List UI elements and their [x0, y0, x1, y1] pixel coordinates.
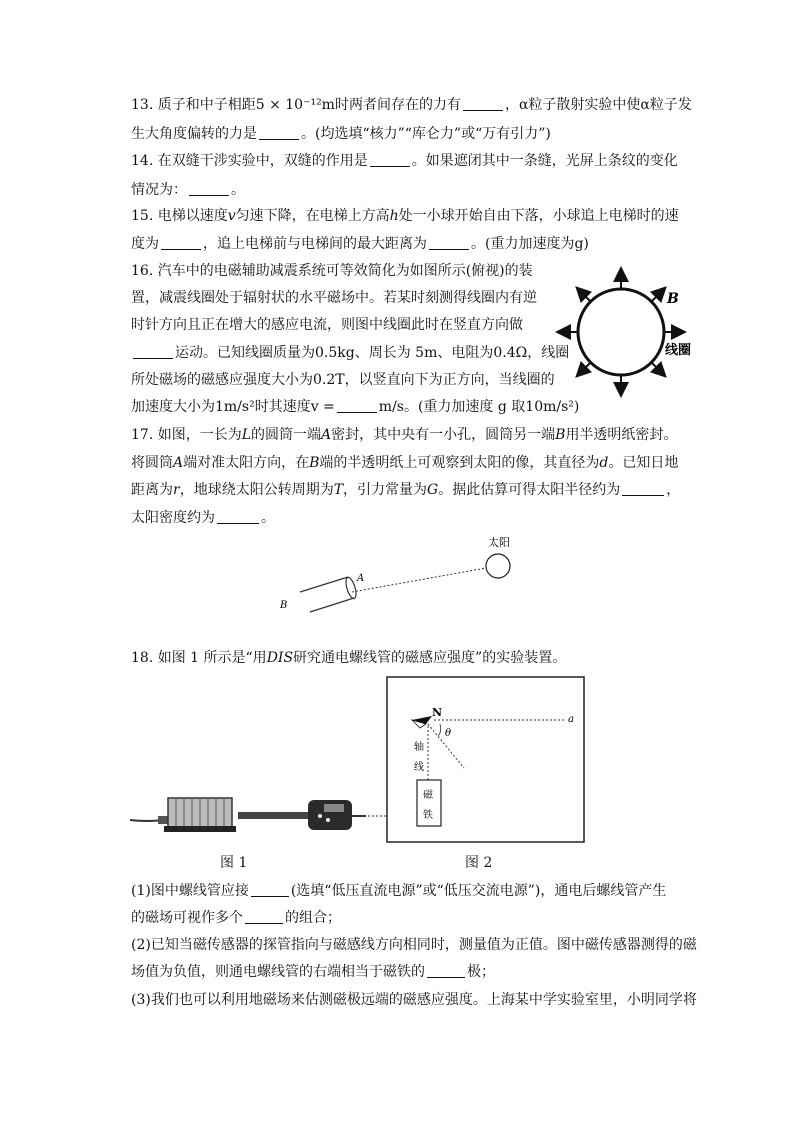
fig2-magnet-label-1: 磁 — [423, 790, 433, 801]
q18-p1-line-2 — [131, 909, 341, 927]
q18-p3-line-1: (3)我们也可以利用地磁场来估测磁极远端的磁感应强度。上海某中学实验室里，小明同学将 — [131, 992, 697, 1008]
light-ray — [352, 568, 486, 592]
q17-line-3 — [131, 481, 680, 499]
q15-text: 15. 电梯以速度 — [131, 208, 228, 224]
fig2-caption: 图 2 — [465, 855, 493, 871]
q18-text: 18. 如图 1 所示是“用 — [131, 650, 267, 666]
q17-text: 17. 如图，一长为 — [131, 427, 242, 443]
fig2-theta-label: θ — [445, 728, 452, 739]
q18-text: 极； — [467, 964, 495, 980]
q16-line-6 — [131, 398, 579, 416]
q18-text: (1)图中螺线管应接 — [131, 883, 249, 899]
q13-blank-1[interactable] — [463, 96, 503, 111]
q17-var: B — [555, 427, 566, 443]
q15-var-v: v — [227, 208, 236, 224]
q13-text: ，α粒子散射实验中使α粒子发 — [504, 97, 692, 113]
fig1-caption: 图 1 — [220, 855, 248, 871]
q14-line-1 — [131, 152, 678, 170]
q18-text: 的磁场可视作多个 — [131, 910, 243, 926]
fig2-axis-label-1: 轴 — [414, 742, 424, 753]
q17-var: B — [309, 455, 320, 471]
q14-text: 情况为： — [131, 182, 187, 198]
q16-text: m/s。(重力加速度 g 取10m/s²) — [378, 399, 580, 415]
q17-var: A — [173, 455, 184, 471]
q15-line-2 — [131, 235, 589, 253]
sensor-probe — [238, 812, 308, 819]
fig17-a-label: A — [357, 573, 365, 584]
q13-text: 生大角度偏转的力是 — [131, 126, 257, 142]
q16-line-3: 时针方向且正在增大的感应电流，则图中线圈此时在竖直方向做 — [131, 317, 523, 333]
q13-line-1 — [131, 96, 692, 114]
q17-text: 。已知日地 — [608, 455, 679, 471]
q16-blank-1[interactable] — [133, 344, 173, 359]
q14-blank-2[interactable] — [189, 181, 229, 196]
q17-text: ，地球绕太阳公转周期为 — [179, 482, 334, 498]
q13-text: 13. 质子和中子相距 — [131, 97, 256, 113]
q18-text: 研究通电螺线管的磁感应强度”的实验装置。 — [293, 650, 567, 666]
q14-text: 。 — [231, 182, 245, 198]
q17-var: A — [321, 427, 332, 443]
q18-figure-2 — [386, 676, 586, 844]
q17-text: 用半透明纸密封。 — [565, 427, 678, 443]
fig2-axis-label-2: 线 — [414, 762, 424, 773]
q17-text: 太阳密度约为 — [131, 510, 215, 526]
q17-line-2 — [131, 454, 678, 472]
q16-text: 加速度大小为1m/s²时其速度v = — [131, 399, 335, 415]
q16-blank-2[interactable] — [337, 398, 377, 413]
q13-text: 时两者间存在的力有 — [334, 97, 461, 113]
q17-text: 端的半透明纸上可观察到太阳的像，其直径为 — [319, 455, 600, 471]
tube-end-a — [344, 576, 358, 599]
q17-line-4 — [131, 509, 275, 527]
q17-var: G — [427, 482, 439, 498]
q17-var: r — [173, 482, 180, 498]
q16-line-1: 16. 汽车中的电磁辅助减震系统可等效简化为如图所示(俯视)的装 — [131, 263, 533, 279]
q13-blank-2[interactable] — [259, 125, 299, 140]
q18-p2-line-2 — [131, 963, 495, 981]
q15-text: 匀速下降，在电梯上方高 — [235, 208, 390, 224]
q17-var: d — [599, 455, 609, 471]
fig17-b-label: B — [280, 600, 288, 611]
q15-text: 处一小球开始自由下落，小球追上电梯时的速 — [398, 208, 679, 224]
q17-text: ， — [666, 482, 681, 498]
q16-line-2: 置，减震线圈处于辐射状的水平磁场中。若某时刻测得线圈内有逆 — [131, 290, 537, 306]
q17-text: 将圆筒 — [131, 455, 173, 471]
q17-text: 端对准太阳方向，在 — [183, 455, 310, 471]
q17-text: 。据此估算可得太阳半径约为 — [438, 482, 621, 498]
fig2-a-label: a — [568, 714, 574, 725]
q16-text: 运动。已知线圈质量为0.5kg、周长为 5m、电阻为0.4Ω，线圈 — [175, 345, 570, 361]
q14-line-2 — [131, 181, 245, 199]
q18-blank-1[interactable] — [251, 882, 289, 897]
q14-text: 14. 在双缝干涉实验中，双缝的作用是 — [131, 153, 368, 169]
q17-text: 密封，其中央有一小孔，圆筒另一端 — [331, 427, 556, 443]
q18-text: 场值为负值，则通电螺线管的右端相当于磁铁的 — [131, 964, 425, 980]
q15-line-1 — [131, 207, 679, 225]
q15-text: ，追上电梯前与电梯间的最大距离为 — [203, 236, 427, 252]
q18-text: 的组合； — [285, 910, 341, 926]
q17-blank-1[interactable] — [622, 481, 664, 496]
q18-p2-line-1: (2)已知当磁传感器的探管指向与磁感线方向相同时，测量值为正值。图中磁传感器测得的磁 — [131, 937, 697, 953]
q17-var: L — [241, 427, 252, 443]
q18-text: (选填“低压直流电源”或“低压交流电源”)，通电后螺线管产生 — [290, 883, 667, 899]
q17-line-1 — [131, 426, 677, 444]
q18-figure-1 — [128, 770, 390, 840]
q13-line-2 — [131, 125, 551, 143]
q16-line-5: 所处磁场的磁感应强度大小为0.2T，以竖直向下为正方向，当线圈的 — [131, 372, 555, 388]
q14-text: 。如果遮闭其中一条缝，光屏上条纹的变化 — [411, 153, 678, 169]
q16-coil-figure — [553, 265, 703, 400]
q17-blank-2[interactable] — [217, 509, 259, 524]
fig16-b-label: B — [667, 291, 679, 307]
q17-text: 距离为 — [131, 482, 173, 498]
fig17-sun-label: 太阳 — [488, 536, 510, 549]
q15-var-h: h — [389, 208, 399, 224]
q15-blank-2[interactable] — [429, 235, 469, 250]
q18-dis: DIS — [266, 650, 294, 666]
q14-blank-1[interactable] — [370, 152, 410, 167]
q18-blank-2[interactable] — [245, 909, 283, 924]
q18-p1-line-1 — [131, 882, 666, 900]
sun-icon — [486, 554, 510, 578]
q13-distance: 5 × 10⁻¹²m — [255, 97, 335, 113]
q17-var: T — [333, 482, 344, 498]
fig16-coil-label: 线圈 — [665, 343, 692, 358]
q15-text: 。(重力加速度为g) — [471, 236, 589, 252]
q13-text: 。(均选填“核力”“库仑力”或“万有引力”) — [301, 126, 551, 142]
q17-text: ，引力常量为 — [343, 482, 428, 498]
fig2-n-label: N — [432, 706, 443, 719]
field-arrows — [559, 270, 683, 394]
q17-sun-tube-figure — [270, 530, 530, 620]
q17-text: 的圆筒一端 — [251, 427, 322, 443]
q17-text: 。 — [261, 510, 275, 526]
q15-text: 度为 — [131, 236, 159, 252]
q18-line-1 — [131, 649, 566, 667]
q15-blank-1[interactable] — [161, 235, 201, 250]
q16-line-4 — [131, 344, 569, 362]
fig2-magnet-label-2: 铁 — [423, 810, 433, 821]
q18-blank-3[interactable] — [427, 963, 465, 978]
